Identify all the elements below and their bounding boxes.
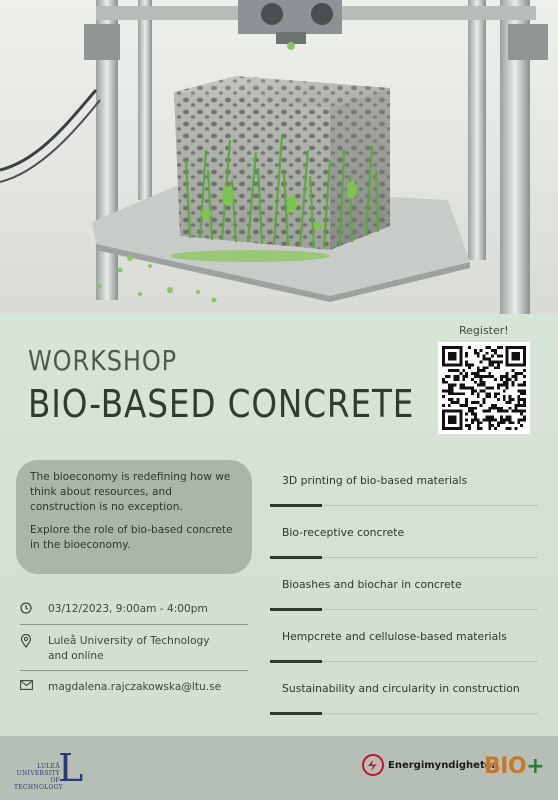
datetime-row bbox=[20, 602, 248, 617]
topic-item bbox=[270, 616, 540, 668]
workshop-label: WORKSHOP bbox=[28, 344, 178, 377]
topic-label: Bioashes and biochar in concrete bbox=[282, 578, 462, 591]
footer bbox=[0, 736, 558, 800]
energi-icon bbox=[362, 754, 384, 776]
ltu-line-1: LULEÅ bbox=[37, 763, 60, 770]
main-section bbox=[0, 314, 558, 736]
bio-plus-logo bbox=[484, 754, 544, 779]
intro-paragraph-2: Explore the role of bio-based concrete in the bioeconomy. bbox=[30, 524, 233, 551]
intro-paragraph-1: The bioeconomy is redefining how we think about resources, and construction is no exception. bbox=[30, 471, 231, 513]
topic-underline bbox=[270, 505, 538, 506]
intro-panel bbox=[16, 460, 252, 574]
location-line-1: Luleå University of Technology bbox=[48, 635, 210, 647]
location-line-2: and online bbox=[48, 650, 104, 662]
divider bbox=[20, 670, 248, 671]
email-row bbox=[20, 680, 248, 695]
bio-plus: + bbox=[526, 754, 545, 779]
hero-image bbox=[0, 0, 558, 314]
topic-label: 3D printing of bio-based materials bbox=[282, 474, 468, 487]
energimyndigheten-logo bbox=[362, 754, 499, 776]
page-title: BIO-BASED CONCRETE bbox=[28, 382, 415, 426]
topic-item bbox=[270, 460, 540, 512]
divider bbox=[20, 624, 248, 625]
bio-text: BIO bbox=[484, 754, 527, 779]
ltu-logo bbox=[14, 746, 94, 790]
topic-item bbox=[270, 512, 540, 564]
ltu-letter: L bbox=[58, 746, 84, 790]
datetime-text: 03/12/2023, 9:00am - 4:00pm bbox=[48, 603, 208, 615]
location-row bbox=[20, 634, 248, 664]
topic-underline bbox=[270, 713, 538, 714]
qr-code[interactable] bbox=[438, 342, 530, 434]
ltu-line-2: UNIVERSITY bbox=[16, 770, 60, 777]
topic-underline bbox=[270, 609, 538, 610]
topic-underline bbox=[270, 661, 538, 662]
topic-item bbox=[270, 668, 540, 720]
topics-list bbox=[270, 460, 540, 720]
location-pin-icon bbox=[20, 634, 34, 651]
clock-icon bbox=[20, 602, 34, 617]
energi-name: Energimyndigheten bbox=[388, 759, 499, 771]
topic-label: Bio-receptive concrete bbox=[282, 526, 405, 539]
mail-icon bbox=[20, 680, 34, 693]
email-link[interactable]: magdalena.rajczakowska@ltu.se bbox=[48, 681, 222, 693]
topic-underline bbox=[270, 557, 538, 558]
topic-label: Hempcrete and cellulose-based materials bbox=[282, 630, 507, 643]
ltu-line-3: OF TECHNOLOGY bbox=[14, 777, 63, 791]
topic-item bbox=[270, 564, 540, 616]
topic-label: Sustainability and circularity in construction bbox=[282, 682, 520, 695]
register-label: Register! bbox=[459, 324, 509, 337]
